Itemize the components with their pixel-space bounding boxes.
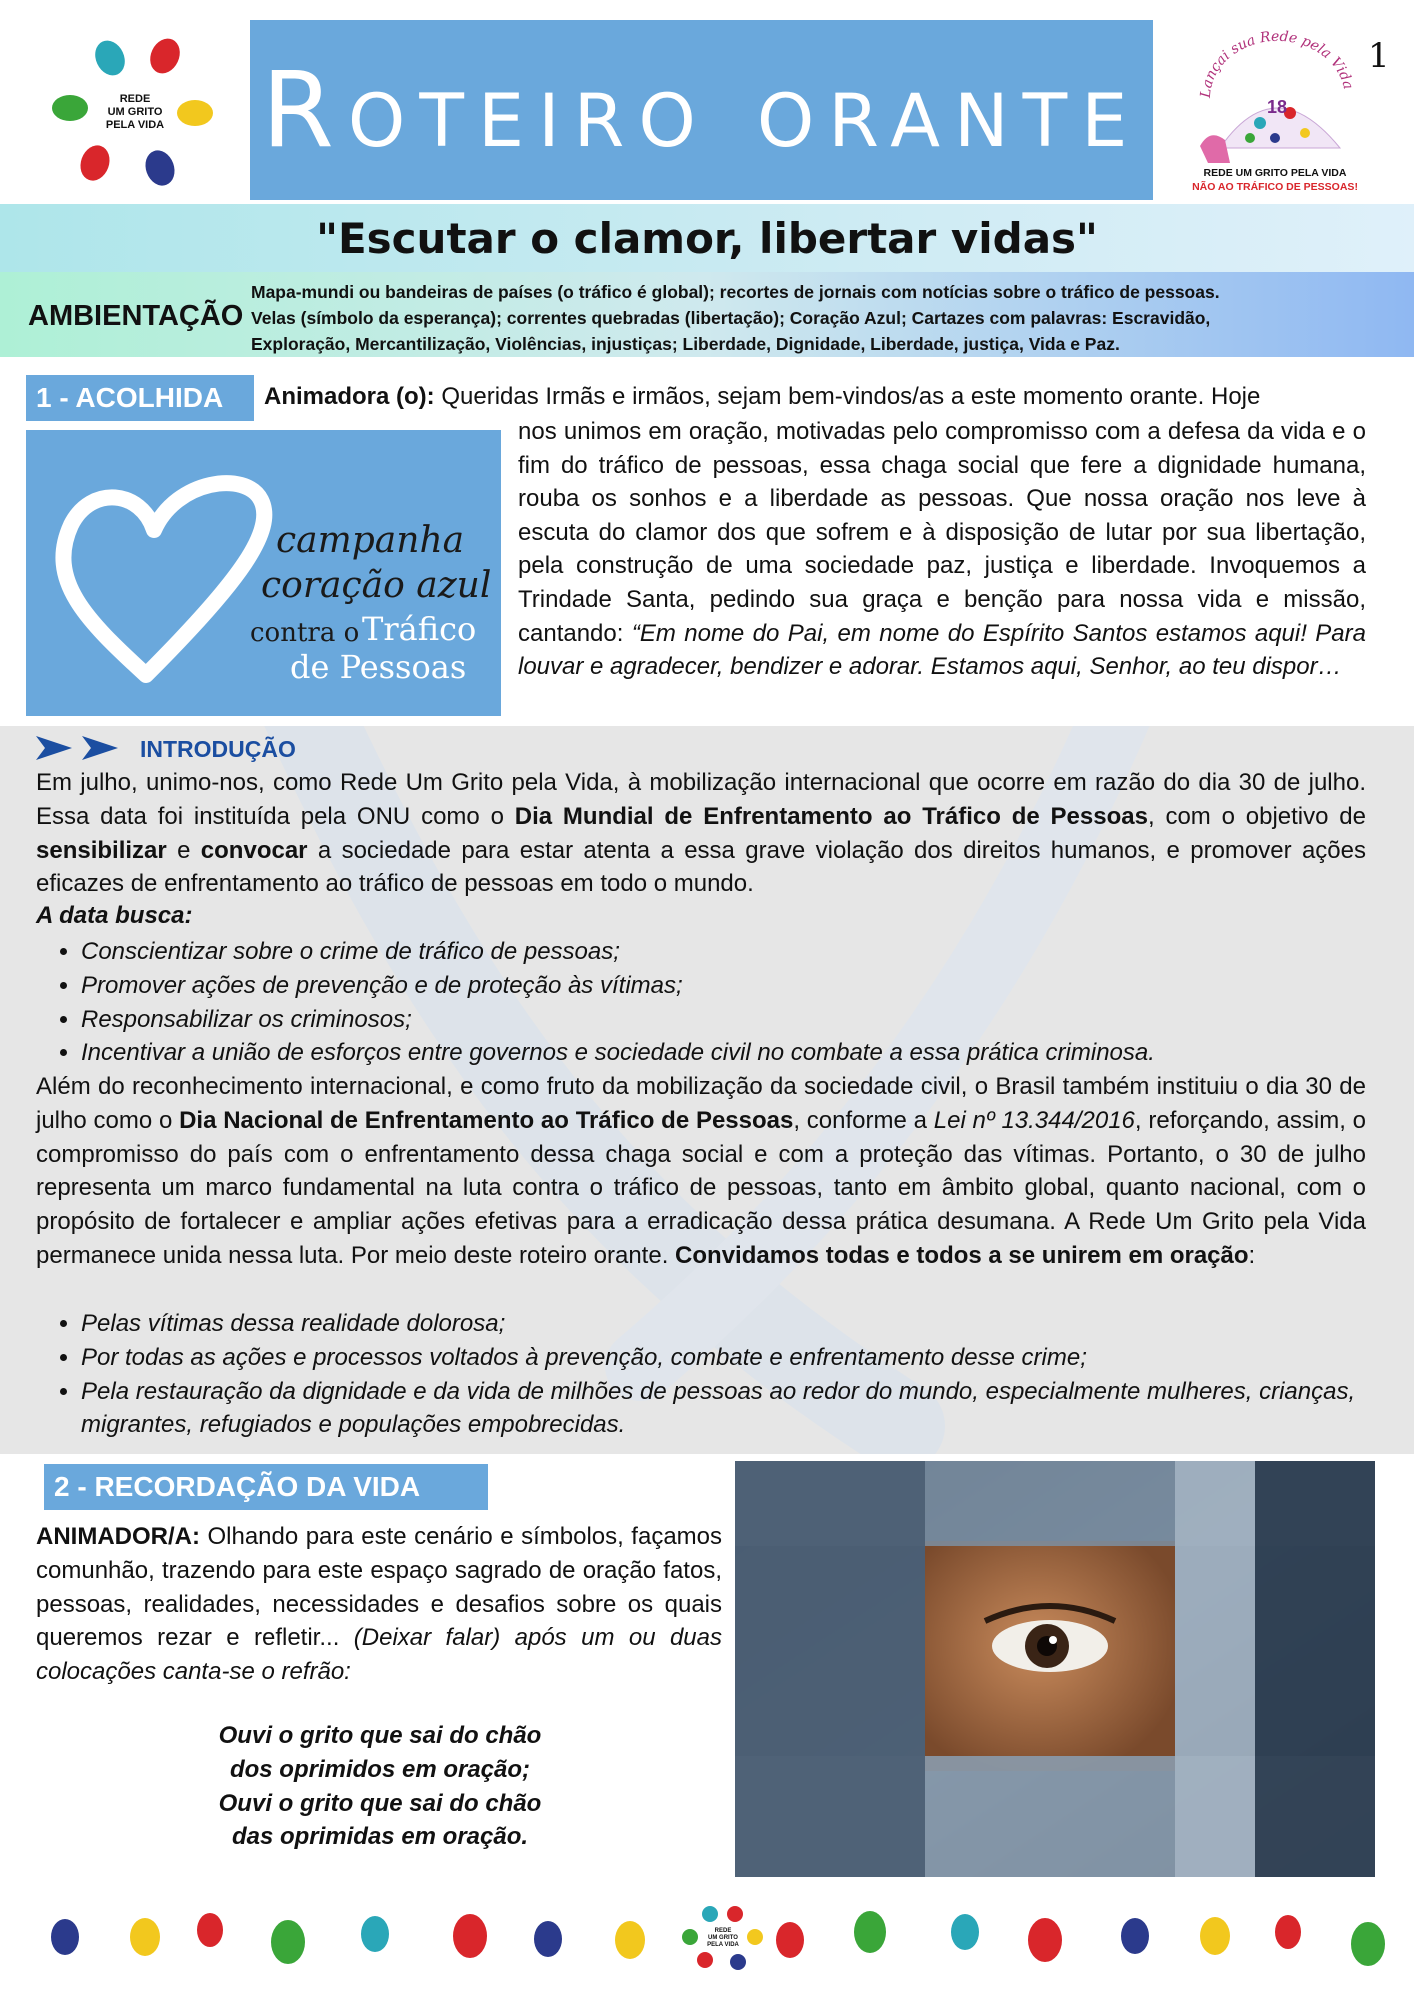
- acolhida-body-text: nos unimos em oração, motivadas pelo compromisso com a defesa da vida e o fim do tráfico de pessoas, essa chaga social que fere a dignidade humana, rouba os sonhos e a liberdade as pessoas. Que nossa oração nos leve à escuta do clamor dos que sofrem e à disposição de lutar por sua libertação, pela construção de uma sociedade paz, justiça e liberdade. Invoquemos a Trindade Santa, pedindo sua graça e benção para nossa vida e missão, cantando:: [518, 418, 1366, 647]
- rede-um-grito-logo: [40, 28, 220, 198]
- dia-nacional-emphasis: Dia Nacional de Enfrentamento ao Tráfico de Pessoas: [179, 1106, 794, 1134]
- footer-logo-line: UM GRITO: [708, 1935, 738, 1941]
- convite-emphasis: Convidamos todas e todos a se unirem em oração: [675, 1241, 1249, 1269]
- campaign-line: de Pessoas: [290, 648, 467, 686]
- colored-hands-icon: [0, 1892, 1414, 1992]
- footer-logo-line: PELA VIDA: [707, 1942, 739, 1948]
- logo-right-caption1: REDE UM GRITO PELA VIDA: [1203, 167, 1347, 179]
- campaign-line: contra o: [250, 618, 360, 648]
- text-run: , reforçando, assim, o compromisso do país com o enfrentamento dessa chaga social e com a proteção das vítimas. Portanto, o 30 de julho representa um marco fundamental na luta contra o tráfico de pessoas, tanto em âmbito global, quanto nacional, com o propósito de fortalecer e ampliar ações efetivas para a erradicação dessa prática desumana. A Rede Um Grito pela Vida permanece unida nessa luta. Por meio deste roteiro orante.: [36, 1106, 1367, 1269]
- footer-logo-line: REDE: [714, 1928, 732, 1934]
- text-run: , com o objetivo de: [1147, 802, 1366, 830]
- ambientacao-line: Velas (símbolo da esperança); correntes quebradas (libertação); Coração Azul; Cartazes com palavras: Escravidão,: [251, 308, 1211, 328]
- acolhida-song: “Em nome do Pai, em nome do Espírito Santos estamos aqui! Para louvar e agradecer, bendizer e adorar. Estamos aqui, Senhor, ao teu dispor…: [518, 619, 1366, 681]
- list-item: • Responsabilizar os criminosos;: [81, 1003, 1366, 1037]
- text-run: , conforme a: [793, 1106, 934, 1134]
- text-run: Em julho, unimo-nos, como Rede Um Grito pela Vida, à mobilização internacional que ocorre em razão do dia 30 de julho. Essa data foi instituída pela ONU como o: [36, 769, 1366, 830]
- dia-mundial-emphasis: Dia Mundial de Enfrentamento ao Tráfico de Pessoas: [514, 802, 1148, 830]
- acolhida-opening: Queridas Irmãs e irmãos, sejam bem-vindos/as a este momento orante. Hoje: [434, 383, 1261, 410]
- text-run: :: [1248, 1241, 1256, 1269]
- list-item: • Por todas as ações e processos voltados à prevenção, combate e enfrentamento desse crime;: [81, 1341, 1366, 1375]
- text-run: a sociedade para estar atenta a essa grave violação dos direitos humanos, e promover ações eficazes de enfrentamento ao tráfico de pessoas em todo o mundo.: [36, 836, 1366, 898]
- recordacao-speaker: ANIMADOR/A:: [36, 1523, 200, 1550]
- logo-right-arc: Lançai sua Rede pela Vida: [1197, 28, 1357, 99]
- list-item: • Promover ações de prevenção e de proteção às vítimas;: [81, 969, 1366, 1003]
- campaign-line: coração azul: [261, 565, 492, 606]
- ambientacao-line: Mapa-mundi ou bandeiras de países (o tráfico é global); recortes de jornais com notícias sobre o tráfico de pessoas.: [251, 282, 1220, 302]
- title-banner: [250, 20, 1153, 200]
- double-arrow-icon: [36, 733, 128, 763]
- ambientacao-line: Exploração, Mercantilização, Violências, injustiças; Liberdade, Dignidade, Liberdade, justiça, Vida e Paz.: [251, 334, 1120, 354]
- campaign-image: [26, 430, 501, 716]
- recordacao-section-label: 2 - RECORDAÇÃO DA VIDA: [44, 1464, 488, 1510]
- lei-reference: Lei nº 13.344/2016: [933, 1106, 1135, 1134]
- ambientacao-text: [251, 279, 1401, 357]
- footer-logo: [682, 1906, 763, 1970]
- footer-hands-decoration: [0, 1892, 1414, 1992]
- logo-left-line1: REDE: [119, 93, 151, 105]
- introducao-paragraph-2: [36, 1070, 1366, 1273]
- logo-left-line3: PELA VIDA: [105, 119, 165, 131]
- text-run: Além do reconhecimento internacional, e como fruto da mobilização da sociedade civil, o Brasil também instituiu o dia 30 de julho como o: [36, 1073, 1366, 1134]
- refrain-line: Ouvi o grito que sai do chão: [218, 1722, 542, 1749]
- recordacao-instruction: (Deixar falar) após um ou duas colocações canta-se o refrão:: [36, 1624, 723, 1686]
- logo-right-caption2: NÃO AO TRÁFICO DE PESSOAS!: [1192, 181, 1358, 193]
- logo-right-number: 18: [1266, 97, 1288, 117]
- campaign-line: Tráfico: [362, 610, 477, 648]
- refrain-line: Ouvi o grito que sai do chão: [218, 1789, 542, 1817]
- acolhida-speaker: Animadora (o):: [264, 383, 435, 410]
- eye-behind-bars-photo: [735, 1461, 1375, 1877]
- list-item: • Incentivar a união de esforços entre governos e sociedade civil no combate a essa prática criminosa.: [81, 1036, 1366, 1070]
- campaign-line: campanha: [276, 520, 465, 561]
- refrain-line: dos oprimidos em oração;: [229, 1755, 531, 1783]
- subtitle-band: [0, 204, 1414, 272]
- recordacao-text: [36, 1520, 722, 1689]
- ambientacao-label: AMBIENTAÇÃO: [28, 300, 244, 332]
- list-item: • Pela restauração da dignidade e da vida de milhões de pessoas ao redor do mundo, especialmente mulheres, crianças, migrantes, refugiados e populações empobrecidas.: [81, 1375, 1366, 1443]
- list-item: • Conscientizar sobre o crime de tráfico de pessoas;: [81, 935, 1366, 969]
- recordacao-body: Olhando para este cenário e símbolos, façamos comunhão, trazendo para este espaço sagrado de oração fatos, pessoas, realidades, necessidades e desafios sobre os quais queremos rezar e refletir...: [36, 1523, 722, 1652]
- introducao-heading: INTRODUÇÃO: [140, 736, 296, 762]
- acolhida-first-line: [264, 380, 1260, 414]
- acolhida-body: [518, 415, 1366, 684]
- oracao-list: [36, 1307, 1366, 1442]
- refrain-line: das oprimidas em oração.: [231, 1823, 529, 1851]
- subtitle: "Escutar o clamor, libertar vidas": [316, 213, 1098, 263]
- busca-list: [36, 935, 1366, 1070]
- logo-left-line2: UM GRITO: [107, 106, 163, 118]
- list-item: • Pelas vítimas dessa realidade dolorosa;: [81, 1307, 1366, 1341]
- page-title: Roteiro orante: [261, 49, 1142, 171]
- acolhida-section-label: 1 - ACOLHIDA: [26, 375, 254, 421]
- text-run: e: [166, 836, 201, 864]
- convocar-emphasis: convocar: [200, 836, 308, 864]
- introducao-paragraph-1: [36, 766, 1366, 901]
- campaign-18-logo: [1180, 28, 1370, 198]
- refrain: [150, 1719, 610, 1854]
- page-number: 1: [1368, 36, 1390, 76]
- sensibilizar-emphasis: sensibilizar: [36, 836, 167, 864]
- busca-heading: A data busca:: [36, 902, 193, 929]
